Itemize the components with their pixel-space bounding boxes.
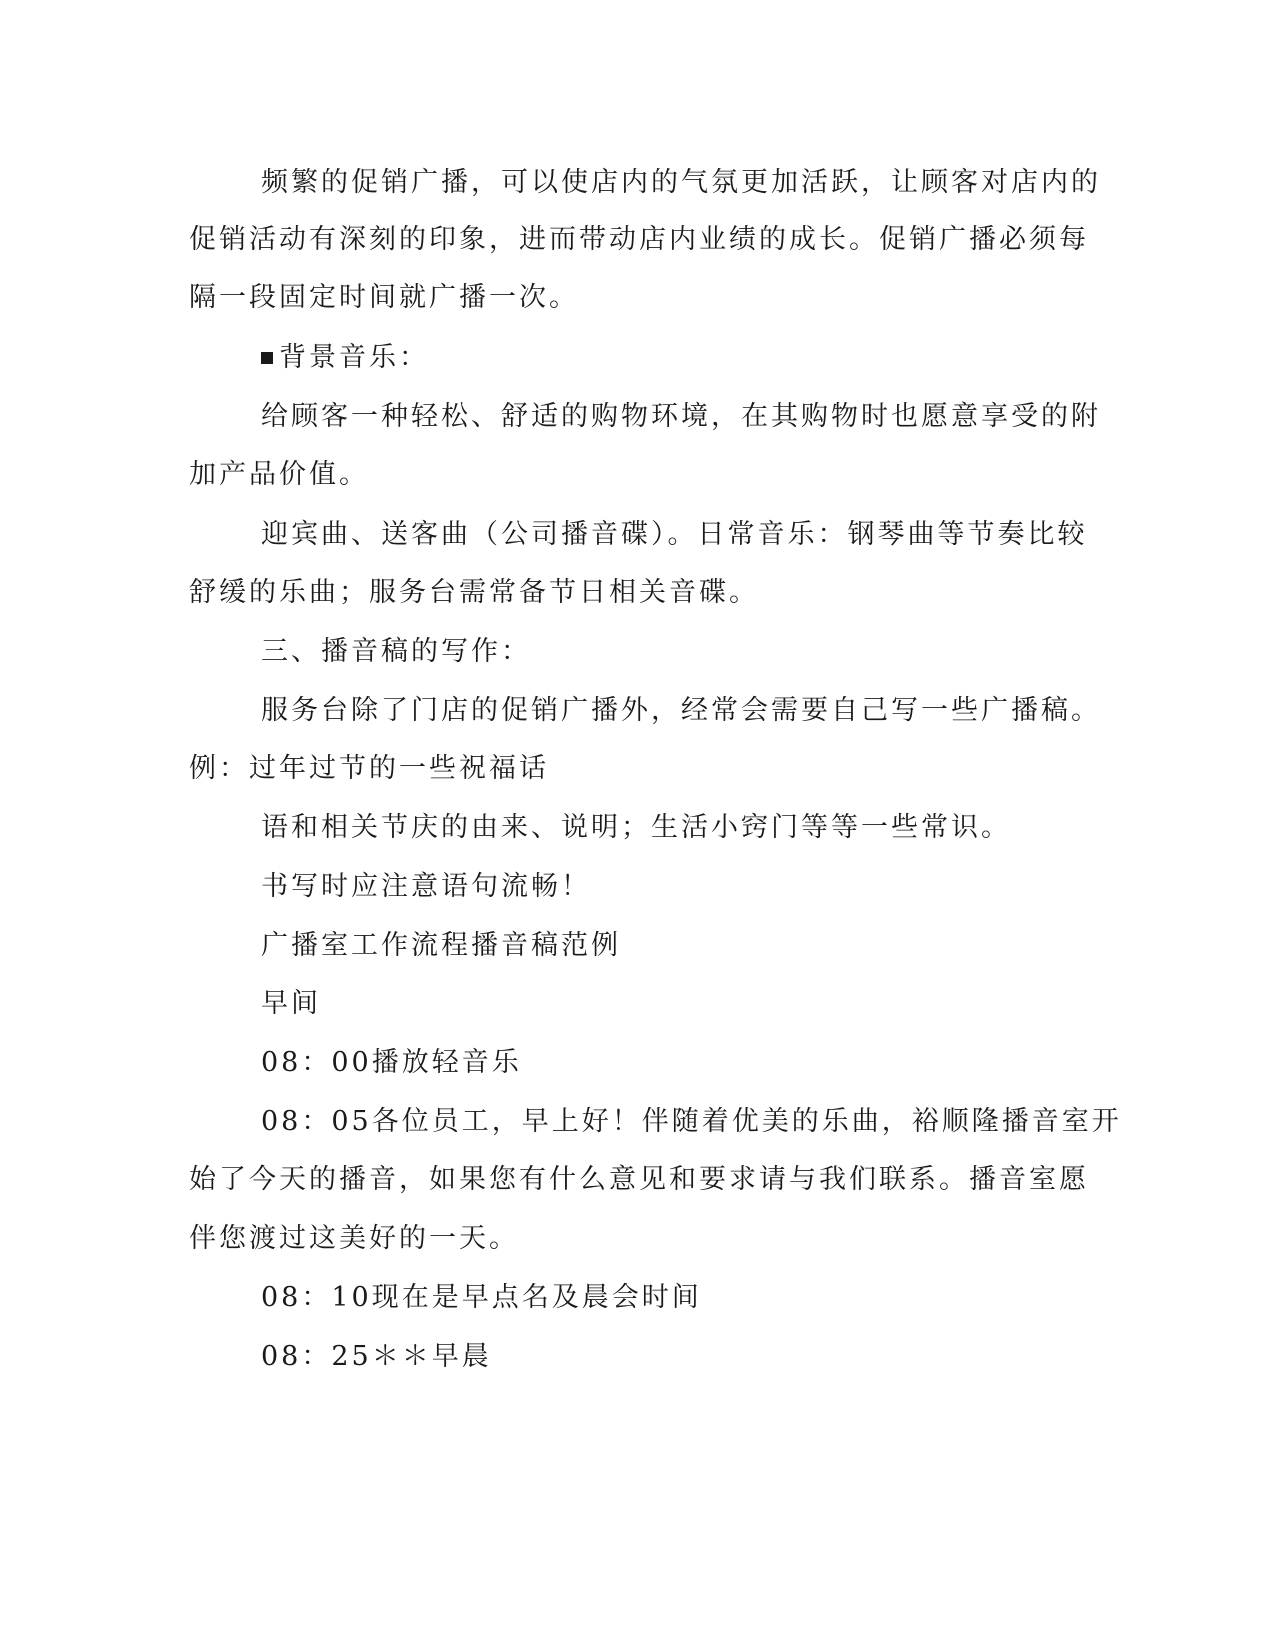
paragraph-promo-line-2: 促销活动有深刻的印象，进而带动店内业绩的成长。促销广播必须每 — [189, 224, 1089, 255]
section-heading-writing: 三、播音稿的写作： — [261, 636, 531, 667]
schedule-0805-line-3: 伴您渡过这美好的一天。 — [189, 1223, 519, 1254]
schedule-0805-line-2: 始了今天的播音，如果您有什么意见和要求请与我们联系。播音室愿 — [189, 1164, 1089, 1195]
paragraph-example-title: 广播室工作流程播音稿范例 — [261, 930, 621, 961]
paragraph-scripts-line-1: 服务台除了门店的促销广播外，经常会需要自己写一些广播稿。 — [261, 695, 1101, 726]
schedule-0810: 08：10现在是早点名及晨会时间 — [261, 1282, 702, 1313]
paragraph-festivals: 语和相关节庆的由来、说明；生活小窍门等等一些常识。 — [261, 812, 1011, 843]
schedule-0805-line-1: 08：05各位员工，早上好！伴随着优美的乐曲，裕顺隆播音室开 — [261, 1106, 1122, 1137]
paragraph-writing-note: 书写时应注意语句流畅！ — [261, 871, 591, 902]
paragraph-promo-line-1: 频繁的促销广播，可以使店内的气氛更加活跃，让顾客对店内的 — [261, 167, 1101, 198]
schedule-0825: 08：25＊＊早晨 — [261, 1341, 492, 1372]
paragraph-music-line-2: 舒缓的乐曲；服务台需常备节日相关音碟。 — [189, 577, 759, 608]
paragraph-scripts-line-2: 例：过年过节的一些祝福话 — [189, 753, 549, 784]
square-bullet-icon — [261, 352, 273, 364]
paragraph-promo-line-3: 隔一段固定时间就广播一次。 — [189, 282, 579, 313]
paragraph-environment-line-1: 给顾客一种轻松、舒适的购物环境，在其购物时也愿意享受的附 — [261, 401, 1101, 432]
paragraph-music-line-1: 迎宾曲、送客曲（公司播音碟）。日常音乐：钢琴曲等节奏比较 — [261, 519, 1088, 550]
paragraph-environment-line-2: 加产品价值。 — [189, 459, 369, 490]
heading-text: 背景音乐： — [279, 342, 429, 373]
paragraph-morning: 早间 — [261, 988, 321, 1019]
schedule-0800: 08：00播放轻音乐 — [261, 1047, 522, 1078]
section-heading-background-music — [261, 340, 429, 376]
